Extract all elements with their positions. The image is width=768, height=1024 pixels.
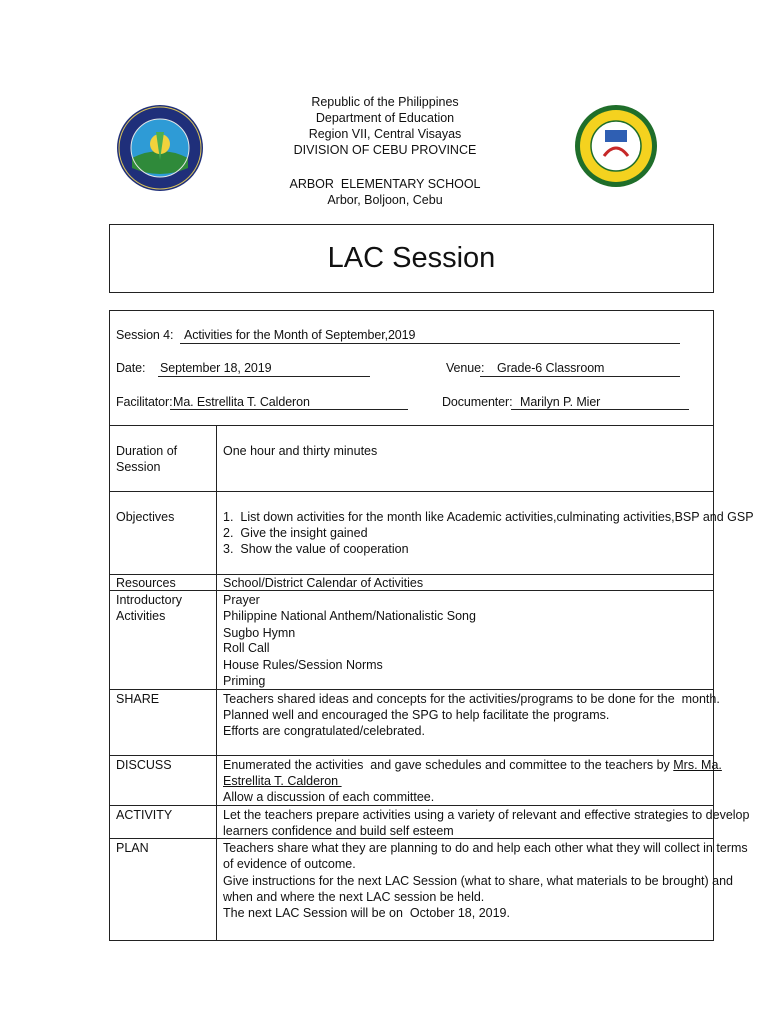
- intro-item: Sugbo Hymn: [223, 626, 296, 640]
- row-divider: [109, 755, 714, 756]
- duration-label-2: Session: [116, 460, 161, 474]
- share-label: SHARE: [116, 692, 160, 706]
- intro-item: Philippine National Anthem/Nationalistic Song: [223, 609, 476, 623]
- facilitator-label: Facilitator:: [116, 395, 173, 409]
- discuss-label: DISCUSS: [116, 758, 172, 772]
- division-of-cebu-seal: [116, 104, 204, 192]
- intro-item: Roll Call: [223, 641, 270, 655]
- page-title: LAC Session: [327, 242, 496, 274]
- plan-line-5: The next LAC Session will be on October 18, 2019.: [223, 906, 510, 920]
- discuss-line-2: Estrellita T. Calderon: [223, 774, 342, 788]
- discuss-line-3: Allow a discussion of each committee.: [223, 790, 435, 804]
- activity-line-1: Let the teachers prepare activities using a variety of relevant and effective strategies to develop: [223, 808, 750, 822]
- plan-label: PLAN: [116, 841, 149, 855]
- session-underline: [180, 343, 680, 344]
- objective-2: 2. Give the insight gained: [223, 526, 368, 540]
- share-line-1: Teachers shared ideas and concepts for the activities/programs to be done for the month.: [223, 692, 720, 706]
- school-name: ARBOR ELEMENTARY SCHOOL: [289, 177, 481, 191]
- objective-3: 3. Show the value of cooperation: [223, 542, 409, 556]
- objectives-label: Objectives: [116, 510, 175, 524]
- table-column-divider: [216, 425, 217, 941]
- documenter-label: Documenter:: [442, 395, 513, 409]
- activity-line-2: learners confidence and build self esteem: [223, 824, 454, 838]
- republic-line: Republic of the Philippines: [311, 95, 459, 109]
- share-line-3: Efforts are congratulated/celebrated.: [223, 724, 425, 738]
- division-line: DIVISION OF CEBU PROVINCE: [293, 143, 477, 157]
- discuss-facilitator-name: Mrs. Ma.: [673, 758, 722, 772]
- venue-label: Venue:: [446, 361, 485, 375]
- session-label: Session 4:: [116, 328, 174, 342]
- region-line: Region VII, Central Visayas: [308, 127, 462, 141]
- facilitator-underline: [170, 409, 408, 410]
- facilitator-value: Ma. Estrellita T. Calderon: [173, 395, 310, 409]
- discuss-text: Enumerated the activities and gave schedules and committee to the teachers by: [223, 758, 674, 772]
- date-value: September 18, 2019: [160, 361, 272, 375]
- documenter-underline: [511, 409, 689, 410]
- resources-value: School/District Calendar of Activities: [223, 576, 424, 590]
- arbor-elementary-school-seal: [574, 104, 658, 188]
- row-divider: [109, 689, 714, 690]
- objective-1: 1. List down activities for the month like Academic activities,culminating activities,BSP and GSP: [223, 510, 754, 524]
- row-divider: [109, 491, 714, 492]
- date-underline: [158, 376, 370, 377]
- intro-item: House Rules/Session Norms: [223, 658, 383, 672]
- duration-label-1: Duration of: [116, 444, 178, 458]
- plan-line-4: when and where the next LAC session be held.: [223, 890, 485, 904]
- share-line-2: Planned well and encouraged the SPG to help facilitate the programs.: [223, 708, 610, 722]
- intro-label-1: Introductory: [116, 593, 183, 607]
- venue-underline: [480, 376, 680, 377]
- intro-item: Priming: [223, 674, 266, 688]
- resources-label: Resources: [116, 576, 176, 590]
- documenter-value: Marilyn P. Mier: [520, 395, 601, 409]
- plan-line-1: Teachers share what they are planning to do and help each other what they will collect in terms: [223, 841, 748, 855]
- plan-line-3: Give instructions for the next LAC Session (what to share, what materials to be brought) and: [223, 874, 733, 888]
- plan-line-2: of evidence of outcome.: [223, 857, 356, 871]
- venue-value: Grade-6 Classroom: [497, 361, 605, 375]
- duration-value: One hour and thirty minutes: [223, 444, 378, 458]
- department-line: Department of Education: [315, 111, 455, 125]
- school-address: Arbor, Boljoon, Cebu: [327, 193, 443, 207]
- activity-label: ACTIVITY: [116, 808, 173, 822]
- session-value: Activities for the Month of September,2019: [184, 328, 416, 342]
- intro-item: Prayer: [223, 593, 260, 607]
- table-top-rule: [109, 425, 714, 426]
- discuss-line-1: [223, 757, 722, 774]
- intro-label-2: Activities: [116, 609, 166, 623]
- date-label: Date:: [116, 361, 146, 375]
